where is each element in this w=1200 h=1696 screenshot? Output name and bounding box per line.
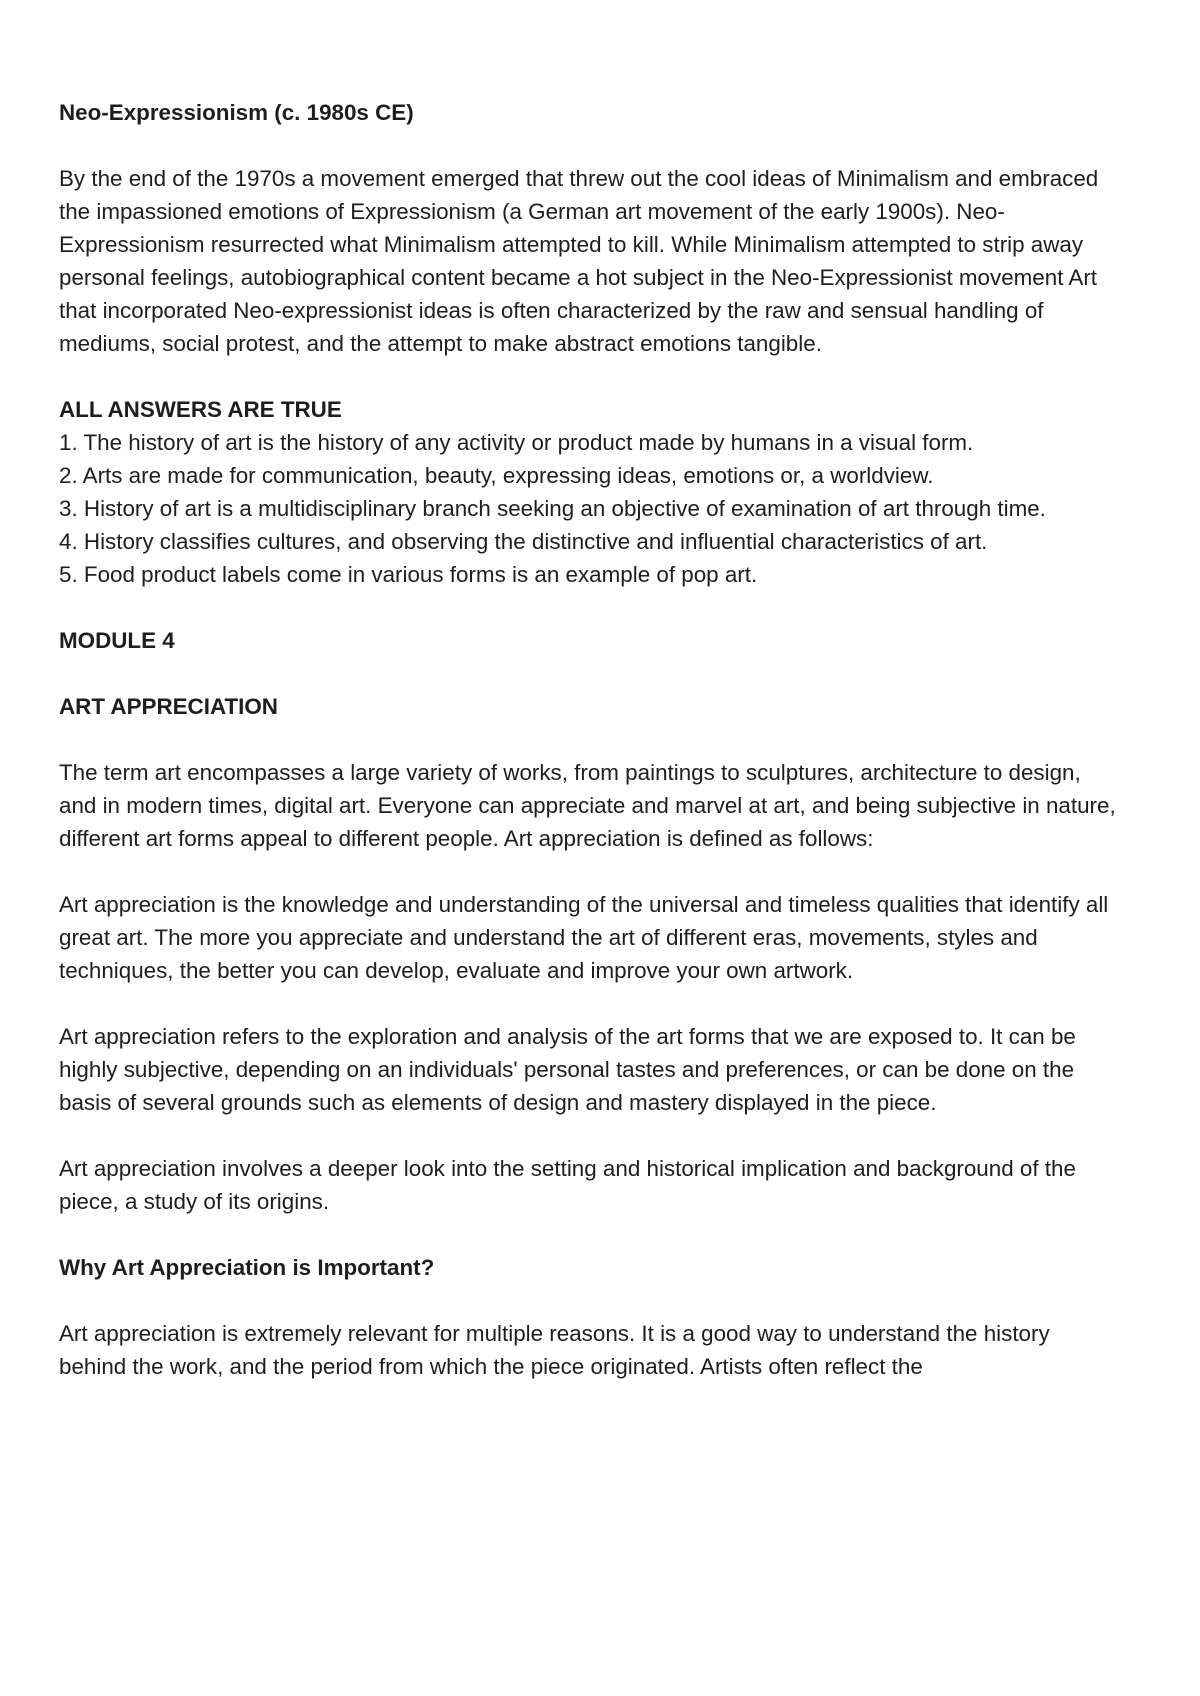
paragraph-neo-expressionism: By the end of the 1970s a movement emerged that threw out the cool ideas of Minimalism and embraced the impassioned emotions of Expressionism (a German art movement of the early 1900s). Neo-Expressionism resurrected what Minimalism attempted to kill. While Minimalism attempted to strip away personal feelings, autobiographical content became a hot subject in the Neo-Expressionist movement Art that incorporated Neo-expressionist ideas is often characterized by the raw and sensual handling of mediums, social protest, and the attempt to make abstract emotions tangible. — [59, 166, 1099, 356]
paragraph-art-knowledge: Art appreciation is the knowledge and understanding of the universal and timeless qualities that identify all great art. The more you appreciate and understand the art of different eras, movements, styles and techniques, the better you can develop, evaluate and improve your own artwork. — [59, 892, 1109, 983]
spacer — [59, 657, 1121, 690]
spacer — [59, 129, 1121, 162]
list-item: 4. History classifies cultures, and observing the distinctive and influential characteristics of art. — [59, 529, 988, 554]
paragraph-art-exploration: Art appreciation refers to the exploration and analysis of the art forms that we are exposed to. It can be highly subjective, depending on an individuals' personal tastes and preferences, or can be done on the basis of several grounds such as elements of design and mastery displayed in the piece. — [59, 1024, 1076, 1115]
spacer — [59, 987, 1121, 1020]
spacer — [59, 855, 1121, 888]
spacer — [59, 1218, 1121, 1251]
list-item: 2. Arts are made for communication, beauty, expressing ideas, emotions or, a worldview. — [59, 463, 934, 488]
document-page — [59, 96, 1121, 1383]
spacer — [59, 360, 1121, 393]
module-heading: MODULE 4 — [59, 628, 175, 653]
section-heading-why-important: Why Art Appreciation is Important? — [59, 1255, 435, 1280]
list-item: 1. The history of art is the history of any activity or product made by humans in a visual form. — [59, 430, 974, 455]
list-item: 5. Food product labels come in various forms is an example of pop art. — [59, 562, 758, 587]
answers-list — [59, 426, 1121, 591]
spacer — [59, 591, 1121, 624]
spacer — [59, 1284, 1121, 1317]
spacer — [59, 723, 1121, 756]
paragraph-art-deeper-look: Art appreciation involves a deeper look into the setting and historical implication and background of the piece, a study of its origins. — [59, 1156, 1076, 1214]
paragraph-art-term: The term art encompasses a large variety of works, from paintings to sculptures, architecture to design, and in modern times, digital art. Everyone can appreciate and marvel at art, and being subjective in nature, different art forms appeal to different people. Art appreciation is defined as follows: — [59, 760, 1116, 851]
paragraph-why-important: Art appreciation is extremely relevant for multiple reasons. It is a good way to understand the history behind the work, and the period from which the piece originated. Artists often reflect the — [59, 1321, 1050, 1379]
section-heading-neo-expressionism: Neo-Expressionism (c. 1980s CE) — [59, 100, 414, 125]
list-item: 3. History of art is a multidisciplinary branch seeking an objective of examination of art through time. — [59, 496, 1046, 521]
section-heading-art-appreciation: ART APPRECIATION — [59, 694, 278, 719]
section-heading-all-answers: ALL ANSWERS ARE TRUE — [59, 397, 342, 422]
spacer — [59, 1119, 1121, 1152]
